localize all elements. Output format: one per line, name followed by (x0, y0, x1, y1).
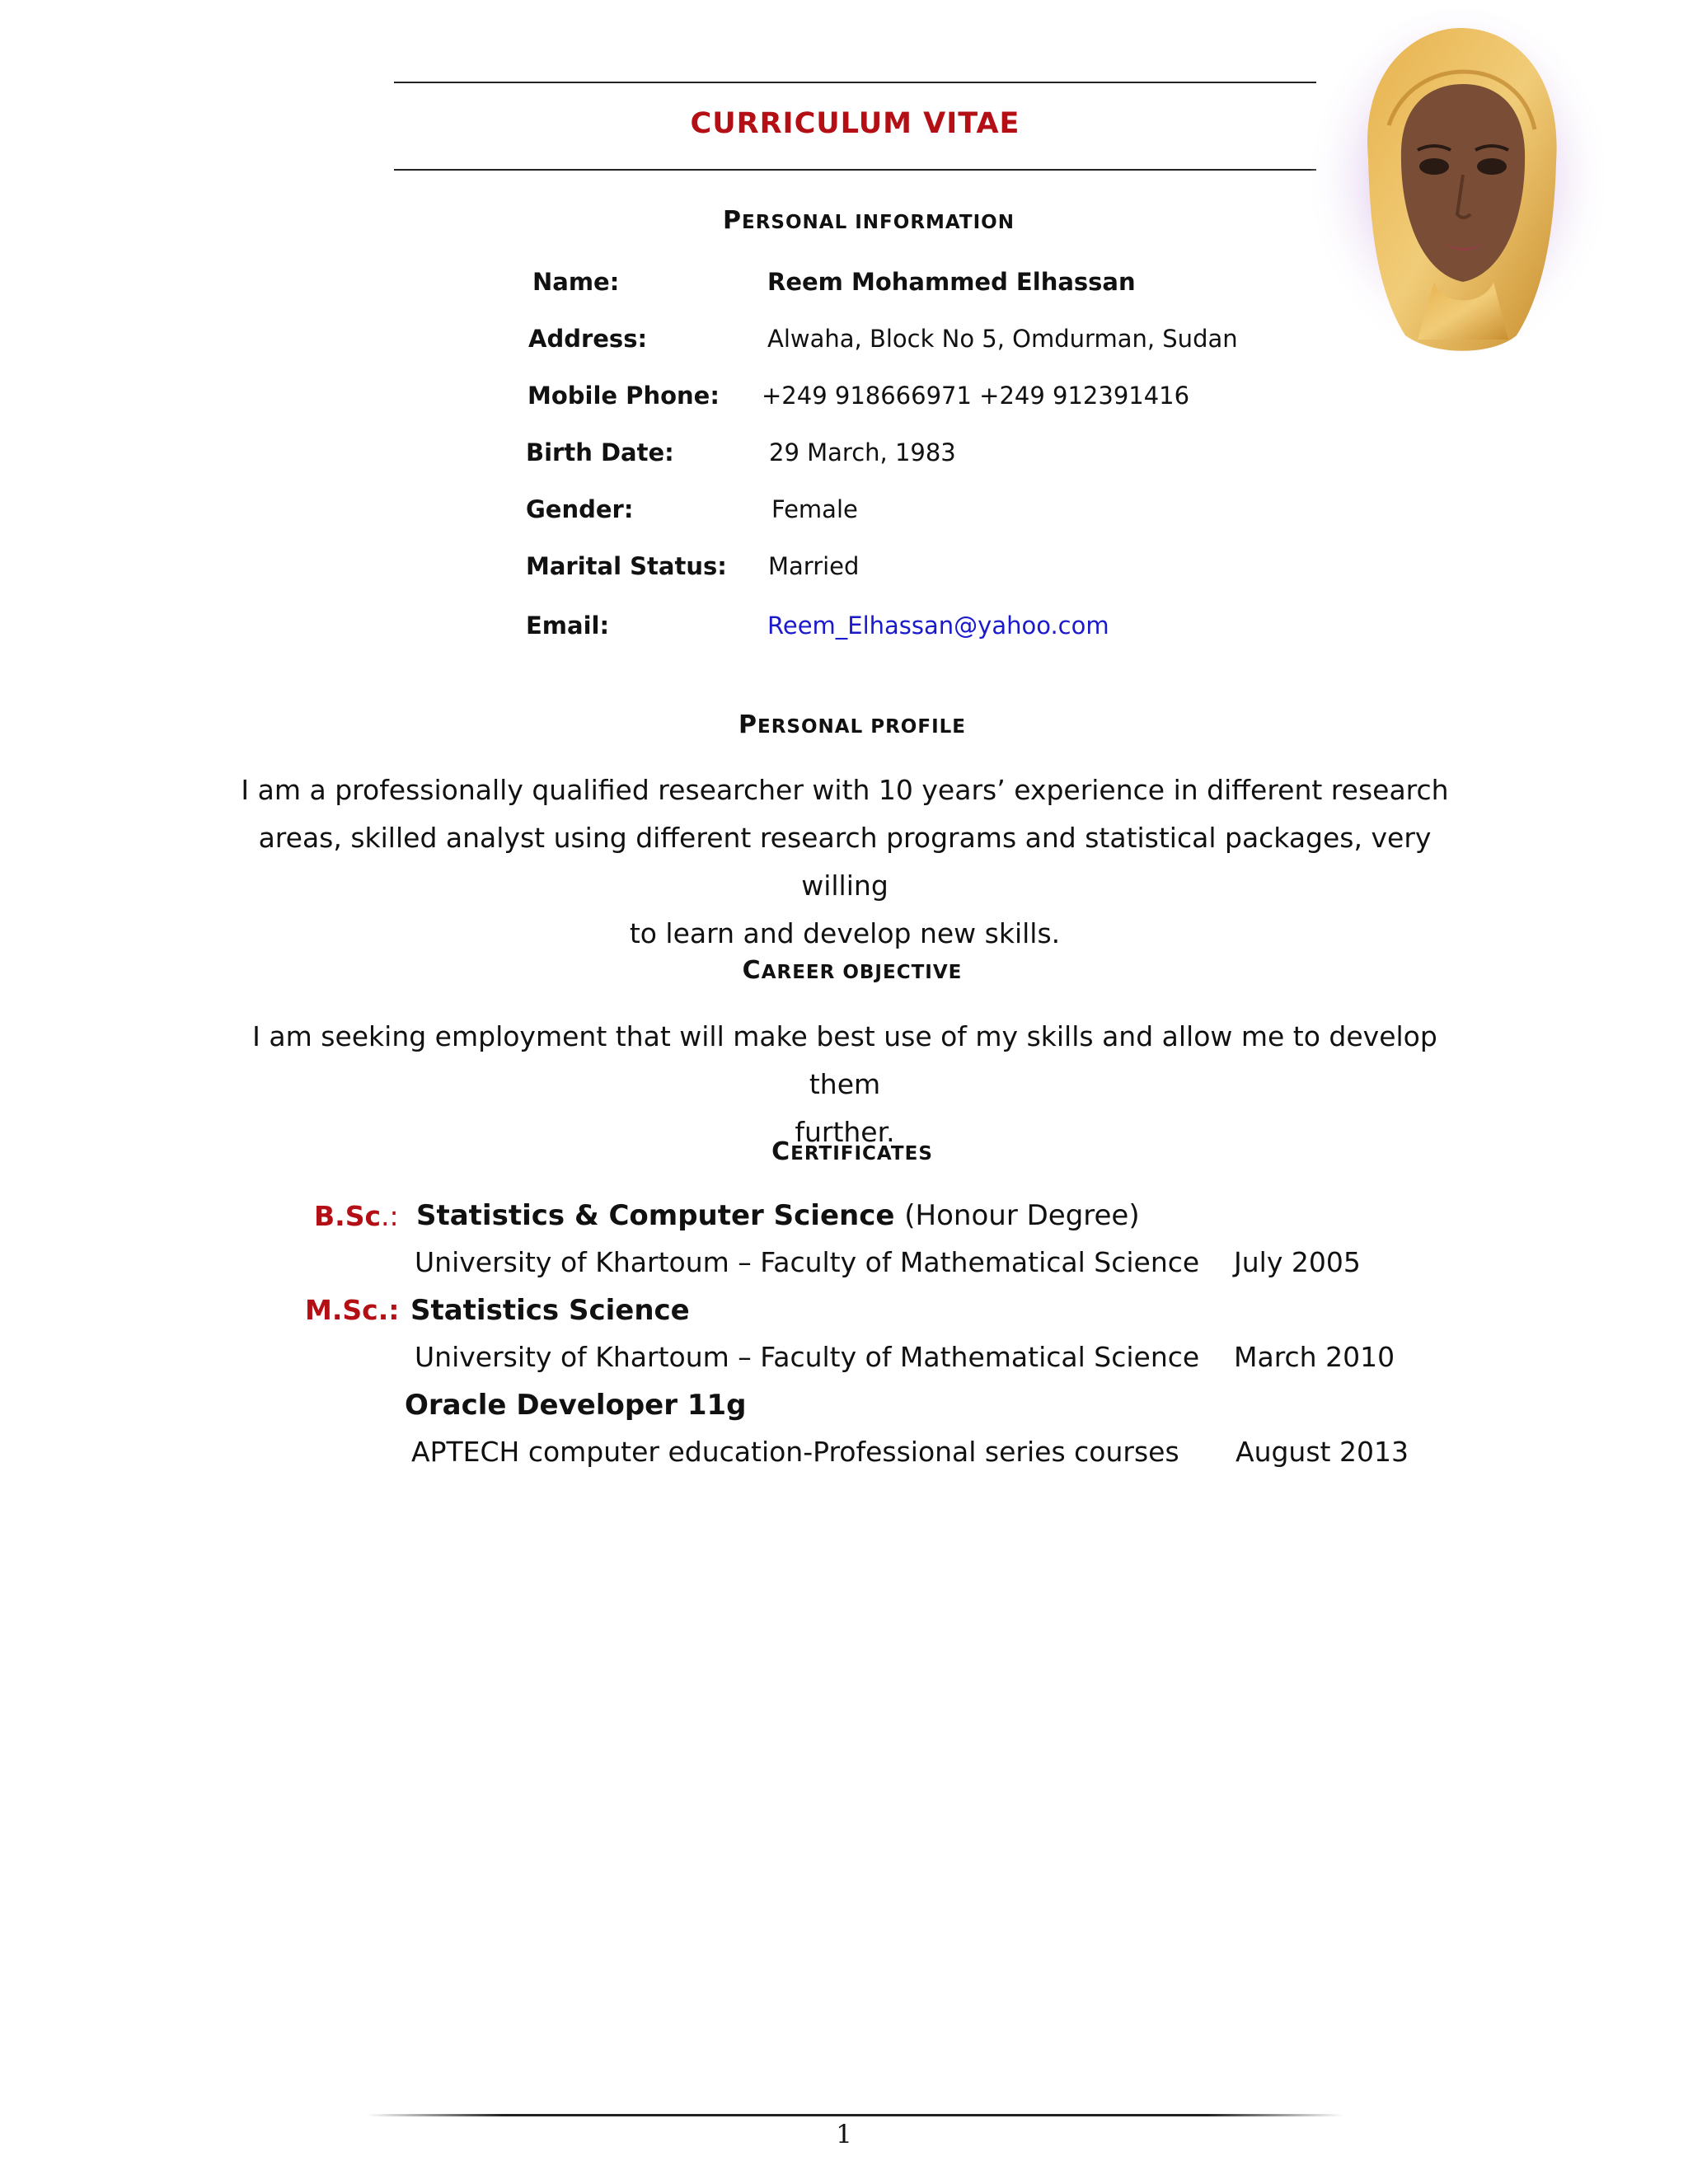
mobile-phone-label: Mobile Phone: (528, 382, 720, 410)
oracle-date: August 2013 (1236, 1436, 1409, 1468)
career-line: I am seeking employment that will make best use of my skills and allow me to develop them (252, 1020, 1437, 1100)
personal-profile-heading: PERSONAL PROFILE (738, 710, 966, 739)
career-line: further. (795, 1116, 895, 1148)
bsc-abbr-text: B.Sc (314, 1200, 382, 1232)
mobile-phone-value: +249 918666971 +249 912391416 (762, 382, 1190, 410)
email-link[interactable]: Reem_Elhassan@yahoo.com (767, 612, 1109, 640)
marital-status-value: Married (768, 552, 860, 580)
bsc-abbreviation (314, 1200, 399, 1232)
birth-date-label: Birth Date: (526, 438, 674, 466)
msc-institution: University of Khartoum – Faculty of Mathematical Science (415, 1341, 1200, 1373)
bsc-date: July 2005 (1234, 1246, 1361, 1278)
address-value: Alwaha, Block No 5, Omdurman, Sudan (767, 325, 1238, 353)
gender-label: Gender: (526, 495, 634, 523)
bsc-title-text: Statistics & Computer Science (416, 1199, 895, 1232)
oracle-title: Oracle Developer 11g (405, 1389, 747, 1422)
address-label: Address: (528, 325, 648, 353)
msc-date: March 2010 (1234, 1341, 1395, 1373)
bsc-abbr-punct: .: (381, 1200, 399, 1232)
profile-line: to learn and develop new skills. (629, 917, 1061, 949)
career-objective-heading: CAREER OBJECTIVE (742, 956, 963, 985)
profile-line: I am a professionally qualified researcher with 10 years’ experience in different research (241, 774, 1449, 806)
birth-date-value: 29 March, 1983 (769, 438, 956, 466)
msc-abbreviation: M.Sc.: (305, 1294, 400, 1326)
email-label: Email: (526, 612, 610, 640)
msc-title: Statistics Science (410, 1294, 690, 1327)
certificates-heading: CERTIFICATES (771, 1137, 933, 1166)
footer-rule (367, 2114, 1343, 2116)
bsc-institution: University of Khartoum – Faculty of Mathematical Science (415, 1246, 1200, 1278)
profile-line: areas, skilled analyst using different research programs and statistical packages, very willing (258, 822, 1432, 902)
oracle-institution: APTECH computer education-Professional series courses (411, 1436, 1179, 1468)
gender-value: Female (771, 495, 858, 523)
personal-information-heading: PERSONAL INFORMATION (723, 206, 1015, 235)
bsc-title (416, 1199, 1140, 1232)
title-top-rule (394, 82, 1316, 83)
document-title: CURRICULUM VITAE (690, 107, 1020, 140)
career-objective-text (223, 1013, 1467, 1156)
marital-status-label: Marital Status: (526, 552, 727, 580)
personal-profile-text (223, 766, 1467, 958)
title-bottom-rule (394, 169, 1316, 171)
page-number: 1 (836, 2120, 852, 2149)
bsc-note: (Honour Degree) (904, 1199, 1140, 1232)
name-label: Name: (532, 268, 620, 296)
profile-photo (1311, 10, 1607, 364)
name-value: Reem Mohammed Elhassan (767, 268, 1136, 296)
